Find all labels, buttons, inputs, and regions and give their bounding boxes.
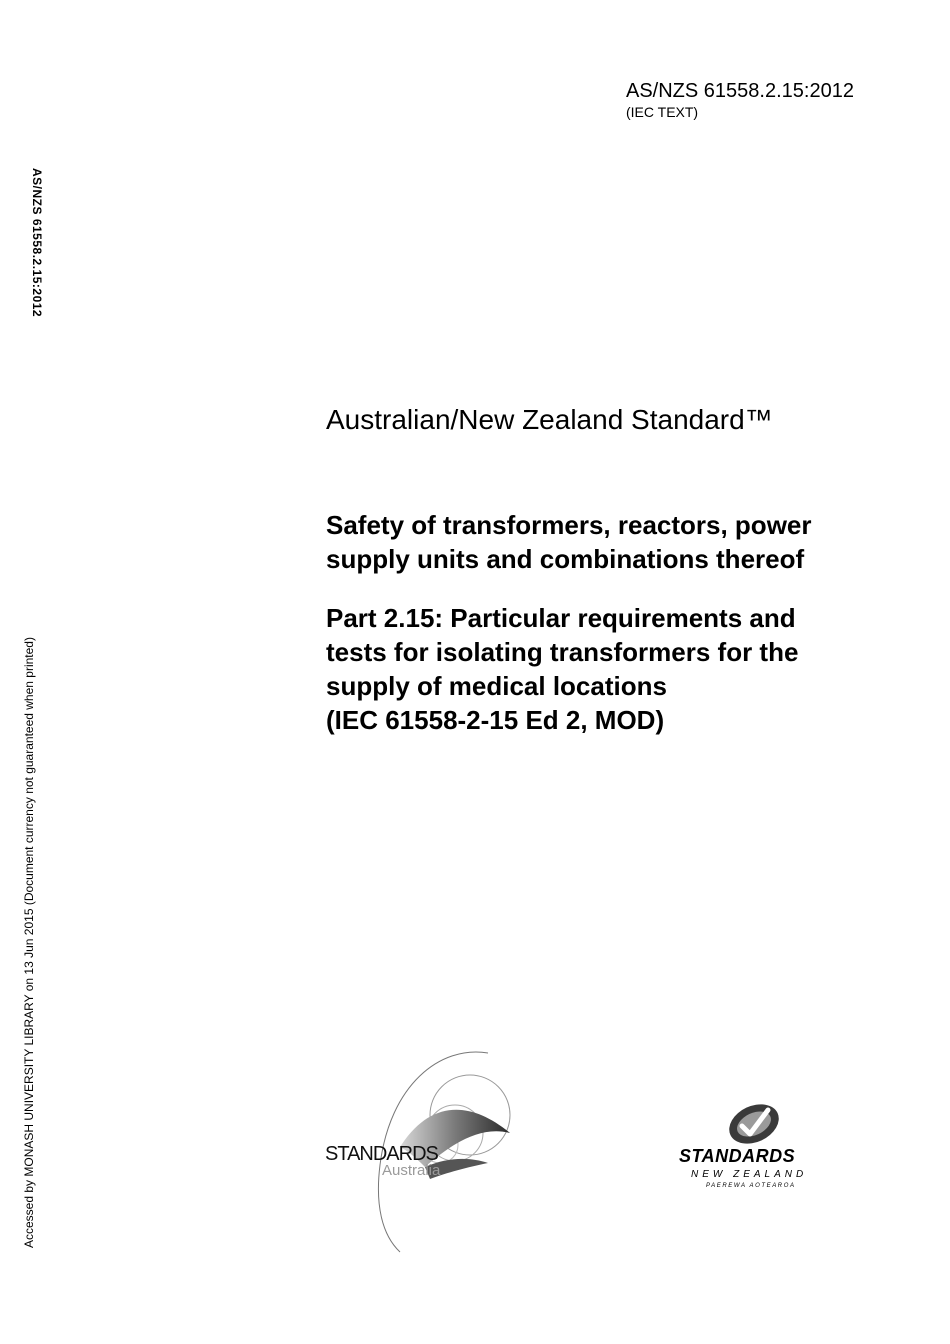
standards-australia-subtext: Australia: [382, 1162, 441, 1179]
standards-nz-checkmark-icon: [676, 1100, 836, 1150]
title-line: supply units and combinations thereof: [326, 544, 805, 574]
title-line: Safety of transformers, reactors, power: [326, 510, 812, 540]
spine-standard-number: AS/NZS 61558.2.15:2012: [30, 168, 44, 318]
standards-nz-subtext: NEW ZEALAND: [691, 1169, 808, 1180]
series-title: Australian/New Zealand Standard™: [326, 404, 773, 435]
standards-new-zealand-logo: [676, 1100, 836, 1200]
standards-australia-wordmark: STANDARDS: [325, 1143, 438, 1165]
part-line: (IEC 61558-2-15 Ed 2, MOD): [326, 705, 665, 735]
access-watermark-note: Accessed by MONASH UNIVERSITY LIBRARY on 13 Jun 2015 (Document currency not guaranteed when printed): [22, 637, 36, 1248]
part-line: supply of medical locations: [326, 671, 667, 701]
text-origin-label: (IEC TEXT): [626, 104, 699, 120]
standards-nz-maori-subtext: PAEREWA AOTEAROA: [706, 1183, 796, 1189]
document-title: [326, 508, 906, 576]
standards-nz-wordmark: STANDARDS: [679, 1146, 796, 1166]
standard-number: AS/NZS 61558.2.15:2012: [626, 80, 854, 102]
part-line: tests for isolating transformers for the: [326, 637, 799, 667]
standards-australia-logo: [320, 1045, 540, 1255]
part-line: Part 2.15: Particular requirements and: [326, 603, 796, 633]
part-title: [326, 601, 906, 737]
